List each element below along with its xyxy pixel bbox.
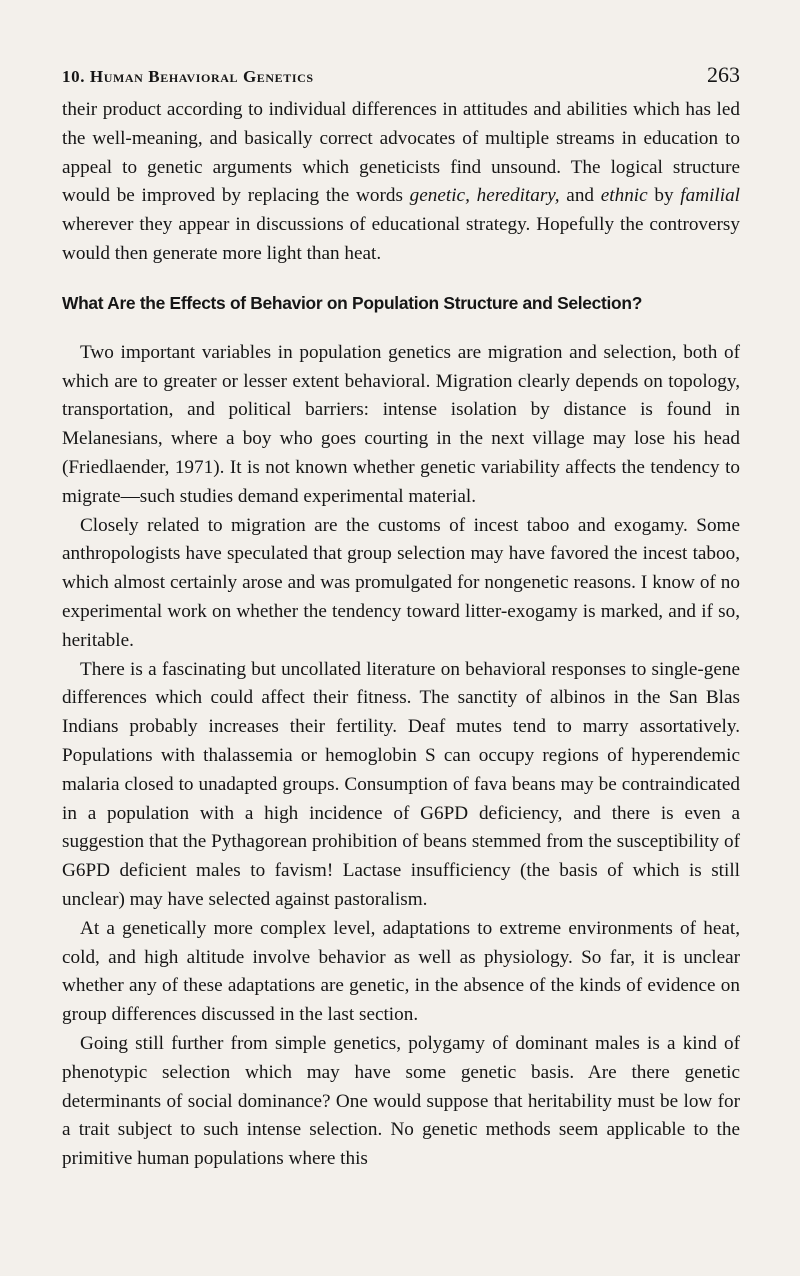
paragraph: Two important variables in population genetics are migration and selection, both of which are to greater or lesser extent behavioral. Migration clearly depends on topology, transportation, and political barriers: intense isolation by distance is found in Melanesians, where a boy who goes courting in the next village may lose his head (Friedlaender, 1971). It is not known whether genetic variability affects the tendency to migrate—such studies demand experimental material.	[62, 341, 740, 507]
paragraph-continuation: their product according to individual differences in attitudes and abilities which has led the well-meaning, and basically correct advocates of multiple streams in education to appeal to genetic arguments which geneticists find unsound. The logical structure would be improved by replacing the words genetic, hereditary, and ethnic by familial wherever they appear in discussions of educational strategy. Hopefully the controversy would then generate more light than heat.	[62, 99, 740, 264]
page-header	[62, 62, 740, 88]
page-number: 263	[707, 62, 740, 87]
paragraph: Going still further from simple genetics, polygamy of dominant males is a kind of phenotypic selection which may have some genetic basis. Are there genetic determinants of social dominance? One would suppose that heritability must be low for a trait subject to such intense selection. No genetic methods seem applicable to the primitive human populations where this	[62, 1032, 740, 1170]
body-text	[62, 96, 740, 1174]
running-head: 10. Human Behavioral Genetics	[62, 67, 314, 86]
italic-term: genetic, hereditary,	[409, 185, 560, 207]
section-heading: What Are the Effects of Behavior on Population Structure and Selection?	[62, 292, 643, 313]
paragraph: There is a fascinating but uncollated literature on behavioral responses to single-gene differences which could affect their fitness. The sanctity of albinos in the San Blas Indians probably increases their fertility. Deaf mutes tend to marry assortatively. Populations with thalassemia or hemoglobin S can occupy regions of hyperendemic malaria closed to unadapted groups. Consumption of fava beans may be contraindicated in a population with a high incidence of G6PD deficiency, and there is even a suggestion that the Pythagorean prohibition of beans stemmed from the susceptibility of G6PD deficient males to favism! Lactase insufficiency (the basis of which is still unclear) may have selected against pastoralism.	[62, 658, 740, 910]
italic-term: ethnic	[600, 185, 648, 207]
paragraph: Closely related to migration are the customs of incest taboo and exogamy. Some anthropologists have speculated that group selection may have favored the incest taboo, which almost certainly arose and was promulgated for nongenetic reasons. I know of no experimental work on whether the tendency toward litter-exogamy is marked, and if so, heritable.	[62, 514, 740, 651]
italic-term: familial	[680, 185, 740, 207]
paragraph: At a genetically more complex level, adaptations to extreme environments of heat, cold, and high altitude involve behavior as well as physiology. So far, it is unclear whether any of these adaptations are genetic, in the absence of the kinds of evidence on group differences discussed in the last section.	[62, 917, 740, 1026]
